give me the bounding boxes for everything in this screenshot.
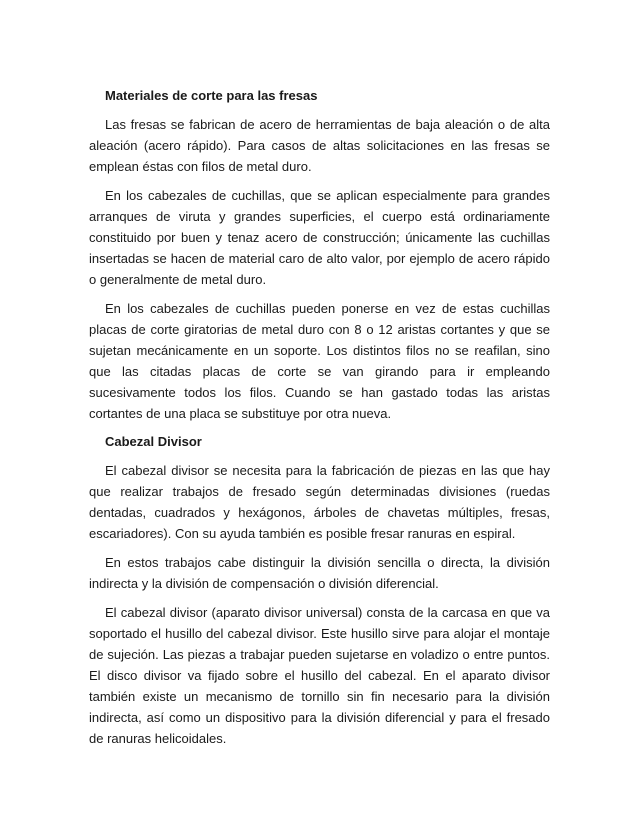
section-cabezal-divisor (89, 432, 550, 749)
paragraph: En los cabezales de cuchillas, que se aplican especialmente para grandes arranques de viruta y grandes superficies, el cuerpo está ordinariamente constituido por buen y tenaz acero de construcción; únicamente las cuchillas insertadas se hacen de material caro de alto valor, por ejemplo de acero rápido o generalmente de metal duro. (89, 188, 550, 287)
section-heading: Materiales de corte para las fresas (105, 88, 318, 103)
paragraph: Las fresas se fabrican de acero de herramientas de baja aleación o de alta aleación (acero rápido). Para casos de altas solicitaciones en las fresas se emplean éstas con filos de metal duro. (89, 117, 550, 174)
section-heading: Cabezal Divisor (105, 434, 202, 449)
paragraph: El cabezal divisor se necesita para la fabricación de piezas en las que hay que realizar trabajos de fresado según determinadas divisiones (ruedas dentadas, cuadrados y hexágonos, árboles de chavetas múltiples, fresas, escariadores). Con su ayuda también es posible fresar ranuras en espiral. (89, 463, 550, 541)
section-materiales (89, 86, 550, 424)
paragraph: En estos trabajos cabe distinguir la división sencilla o directa, la división indirecta y la división de compensación o división diferencial. (89, 555, 550, 591)
paragraph: En los cabezales de cuchillas pueden ponerse en vez de estas cuchillas placas de corte giratorias de metal duro con 8 o 12 aristas cortantes y que se sujetan mecánicamente en un soporte. Los distintos filos no se reafilan, sino que las citadas placas de corte se van girando para ir empleando sucesivamente todos los filos. Cuando se han gastado todas las aristas cortantes de una placa se substituye por otra nueva. (89, 301, 550, 421)
paragraph: El cabezal divisor (aparato divisor universal) consta de la carcasa en que va soportado el husillo del cabezal divisor. Este husillo sirve para alojar el montaje de sujeción. Las piezas a trabajar pueden sujetarse en voladizo o entre puntos. El disco divisor va fijado sobre el husillo del cabezal. En el aparato divisor también existe un mecanismo de tornillo sin fin necesario para la división indirecta, así como un dispositivo para la división diferencial y para el fresado de ranuras helicoidales. (89, 605, 550, 746)
document-page (89, 86, 550, 757)
